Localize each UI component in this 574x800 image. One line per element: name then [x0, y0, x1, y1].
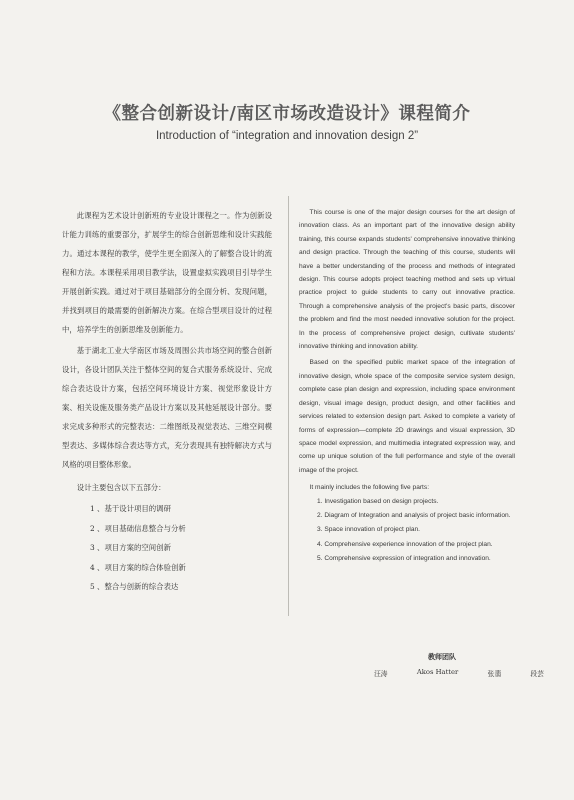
page-subtitle: Introduction of “integration and innovation design 2”	[155, 130, 419, 142]
team-member: 汪涛	[374, 670, 388, 678]
chinese-column	[62, 206, 272, 597]
team-member: 张翡	[487, 670, 502, 678]
team-member: Akos Hatter	[416, 668, 459, 676]
en-paragraph-2: Based on the specified public market space of the integration of innovative design, whole space of the composite service system design, complete case plan design and expression, including space environment design, visual image design, product design, and other facilities and services related to extension design part. Asked to complete a variety of forms of expression—complete 2D drawings and visual expression, 3D space model expression, and multimedia integrated expression way, and come up unique solution of the full performance and style of the overall image of the project.	[299, 359, 515, 474]
list-item: 1 、基于设计项目的调研	[90, 504, 171, 513]
list-item: 4 、项目方案的综合体验创新	[90, 562, 186, 572]
cn-paragraph-1: 此课程为艺术设计创新班的专业设计课程之一。作为创新设计能力训练的重要部分，扩展学生的综合创新思维和设计实践能力。通过本课程的教学，使学生更全面深入的了解整合设计的流程和方法。本课程采用项目教学法，设置虚拟实践项目引导学生开展创新实践。通过对于项目基础部分的全面分析、发现问题，并找到项目的最需要的创新解决方案。在综合型项目设计的过程中，培养学生的创新思维及创新能力。	[62, 211, 272, 334]
team-member: 段芸	[530, 670, 544, 678]
team-title: 教师团队	[428, 652, 456, 661]
en-parts-list	[299, 495, 515, 567]
en-paragraph-1: This course is one of the major design courses for the art design of innovation class. As an important part of the innovative design ability training, this course expands students' comprehensive innovative thinking and design practice. Through the teaching of this course, students will have a better understanding of the process and methods of integrated design. This course adopts project teaching method and sets up virtual practice project to guide students to carry out innovative practice. Through a comprehensive analysis of the project's basic parts, discover the problem and find the most needed innovative solution for the project. In the process of comprehensive project design, cultivate students' innovative thinking and innovation ability.	[299, 209, 515, 351]
cn-paragraph-2: 基于湖北工业大学南区市场及周围公共市场空间的整合创新设计，各设计团队关注于整体空间的复合式服务系统设计、完成综合表达设计方案，包括空间环境设计方案、视觉形象设计方案、相关设施及服务类产品设计方案以及其他延展设计部分。要求完成多种形式的完整表达：二维图纸及视觉表达、三维空间模型表达、多媒体综合表达等方式，充分表现具有独特解决方式与风格的项目整体形象。	[62, 346, 272, 469]
list-item: 5. Comprehensive expression of integration and innovation.	[317, 555, 491, 563]
list-item: 1. Investigation based on design projects.	[317, 497, 439, 505]
cn-list-intro: 设计主要包含以下五部分：	[76, 483, 166, 492]
column-divider	[288, 196, 289, 616]
english-column	[299, 206, 515, 567]
list-item: 3. Space innovation of project plan.	[317, 526, 421, 534]
list-item: 3 、项目方案的空间创新	[90, 543, 171, 553]
list-item: 4. Comprehensive experience innovation of the project plan.	[317, 540, 493, 548]
en-list-intro: It mainly includes the following five parts:	[309, 484, 430, 492]
list-item: 2. Diagram of Integration and analysis of project basic information.	[317, 511, 511, 519]
list-item: 5 、整合与创新的综合表达	[90, 582, 179, 592]
page-title: 《整合创新设计/南区市场改造设计》课程简介	[103, 104, 471, 124]
team-members	[374, 668, 544, 678]
cn-parts-list	[62, 499, 272, 597]
list-item: 2 、项目基础信息整合与分析	[90, 523, 186, 533]
